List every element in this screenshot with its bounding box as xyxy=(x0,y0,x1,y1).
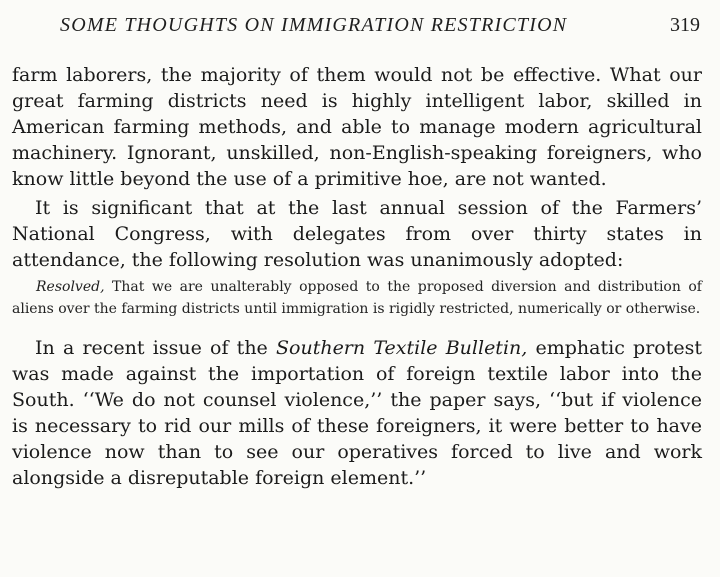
resolution-label: Resolved, xyxy=(36,279,105,295)
continued-paragraph: farm laborers, the majority of them would not be effective. What our great farming districts need is highly intelligent labor, skilled in American farming methods, and able to manage modern agricultural machinery. Ignorant, unskilled, non-English-speaking foreigners, who know little beyond the use of a primitive hoe, are not wanted. xyxy=(12,64,702,190)
running-head xyxy=(60,14,700,42)
textile-bulletin-paragraph xyxy=(12,335,702,491)
farmers-congress-paragraph: It is significant that at the last annual session of the Farmers’ National Congress, with delegates from over thirty states in attendance, the following resolution was unanimously adopted: xyxy=(12,197,702,271)
running-title: SOME THOUGHTS ON IMMIGRATION RESTRICTION xyxy=(60,14,568,36)
textile-paragraph-opening: In a recent issue of the xyxy=(35,337,276,359)
resolution-text: That we are unalterably opposed to the proposed diversion and distribution of aliens over the farming districts until immigration is rigidly restricted, numerically or otherwise. xyxy=(12,279,702,317)
page-number: 319 xyxy=(670,14,700,36)
textile-paragraph-quote: emphatic protest was made against the importation of foreign textile labor into the South. ‘‘We do not counsel violence,’’ the paper says, ‘‘but if violence is necessary to rid our mills of these foreigners, it were better to have violence now than to see our operatives forced to live and work alongside a disreputable foreign element.’’ xyxy=(12,337,703,489)
article-body xyxy=(12,62,702,491)
resolution-block xyxy=(12,277,702,320)
publication-title: Southern Textile Bulletin, xyxy=(276,337,528,359)
